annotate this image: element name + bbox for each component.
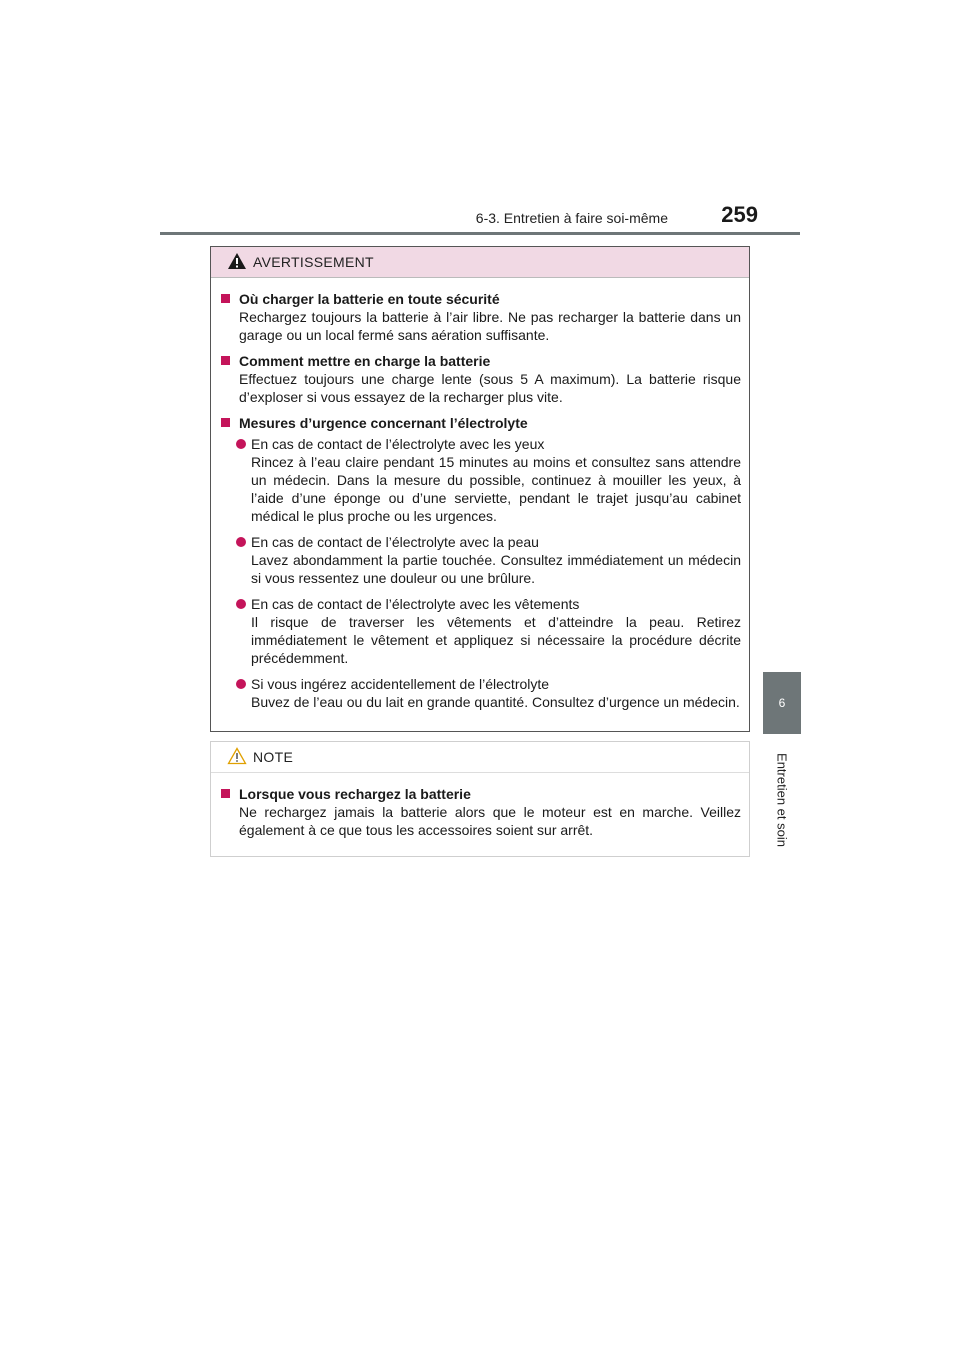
section-heading: Lorsque vous rechargez la batterie — [239, 786, 471, 802]
section-body: Rechargez toujours la batterie à l’air libre. Ne pas recharger la batterie dans un garage ou un local fermé sans aération suffisante. — [239, 309, 741, 343]
list-item — [219, 435, 741, 525]
list-item — [219, 675, 741, 711]
item-lead: Si vous ingérez accidentellement de l’électrolyte — [251, 676, 550, 692]
page-number: 259 — [721, 202, 758, 227]
chapter-label: Entretien et soin — [774, 753, 790, 847]
list-item — [219, 533, 741, 587]
warning-box — [210, 246, 750, 732]
section-title: 6-3. Entretien à faire soi-même — [475, 210, 668, 226]
item-body: Il risque de traverser les vêtements et d’atteindre la peau. Retirez immédiatement le vêtement et appliquez si nécessaire la procédure décrite précédemment. — [251, 614, 741, 666]
chapter-tab: 6 — [763, 672, 801, 734]
round-bullet-icon — [236, 679, 246, 689]
list-item — [219, 595, 741, 667]
item-body: Lavez abondamment la partie touchée. Consultez immédiatement un médecin si vous ressentez une douleur ou une brûlure. — [251, 552, 741, 586]
header-rule — [160, 232, 800, 235]
note-box — [210, 741, 750, 857]
section-body: Effectuez toujours une charge lente (sous 5 A maximum). La batterie risque d’exploser si vous essayez de la recharger plus vite. — [239, 371, 741, 405]
item-body: Buvez de l’eau ou du lait en grande quantité. Consultez d’urgence un médecin. — [251, 694, 740, 710]
warning-title: AVERTISSEMENT — [253, 254, 374, 270]
round-bullet-icon — [236, 599, 246, 609]
section-heading: Où charger la batterie en toute sécurité — [239, 291, 500, 307]
section-heading: Comment mettre en charge la batterie — [239, 353, 491, 369]
item-lead: En cas de contact de l’électrolyte avec la peau — [251, 534, 539, 550]
item-lead: En cas de contact de l’électrolyte avec les vêtements — [251, 596, 580, 612]
caution-triangle-icon — [227, 747, 247, 765]
item-lead: En cas de contact de l’électrolyte avec les yeux — [251, 436, 545, 452]
warning-title-bar — [211, 247, 749, 278]
section-heading: Mesures d’urgence concernant l’électrolyte — [239, 415, 528, 431]
note-content — [211, 773, 749, 839]
warning-section — [219, 352, 741, 406]
note-section — [219, 785, 741, 839]
warning-triangle-icon — [227, 252, 247, 270]
section-body: Ne rechargez jamais la batterie alors que le moteur est en marche. Veillez également à ce que tous les accessoires soient sur arrêt. — [239, 804, 741, 838]
page-header — [160, 200, 800, 234]
item-body: Rincez à l’eau claire pendant 15 minutes au moins et consultez sans attendre un médecin. Dans la mesure du possible, continuez à mouiller les yeux, à l’aide d’une éponge ou d’une serviette, pendant le trajet jusqu’au cabinet médical le plus proche ou les urgences. — [251, 454, 741, 524]
warning-section — [219, 290, 741, 344]
round-bullet-icon — [236, 439, 246, 449]
square-bullet-icon — [221, 789, 230, 798]
square-bullet-icon — [221, 294, 230, 303]
note-title-bar — [211, 742, 749, 773]
round-bullet-icon — [236, 537, 246, 547]
square-bullet-icon — [221, 418, 230, 427]
note-title: NOTE — [253, 749, 294, 765]
warning-section — [219, 414, 741, 711]
warning-content — [211, 278, 749, 711]
square-bullet-icon — [221, 356, 230, 365]
